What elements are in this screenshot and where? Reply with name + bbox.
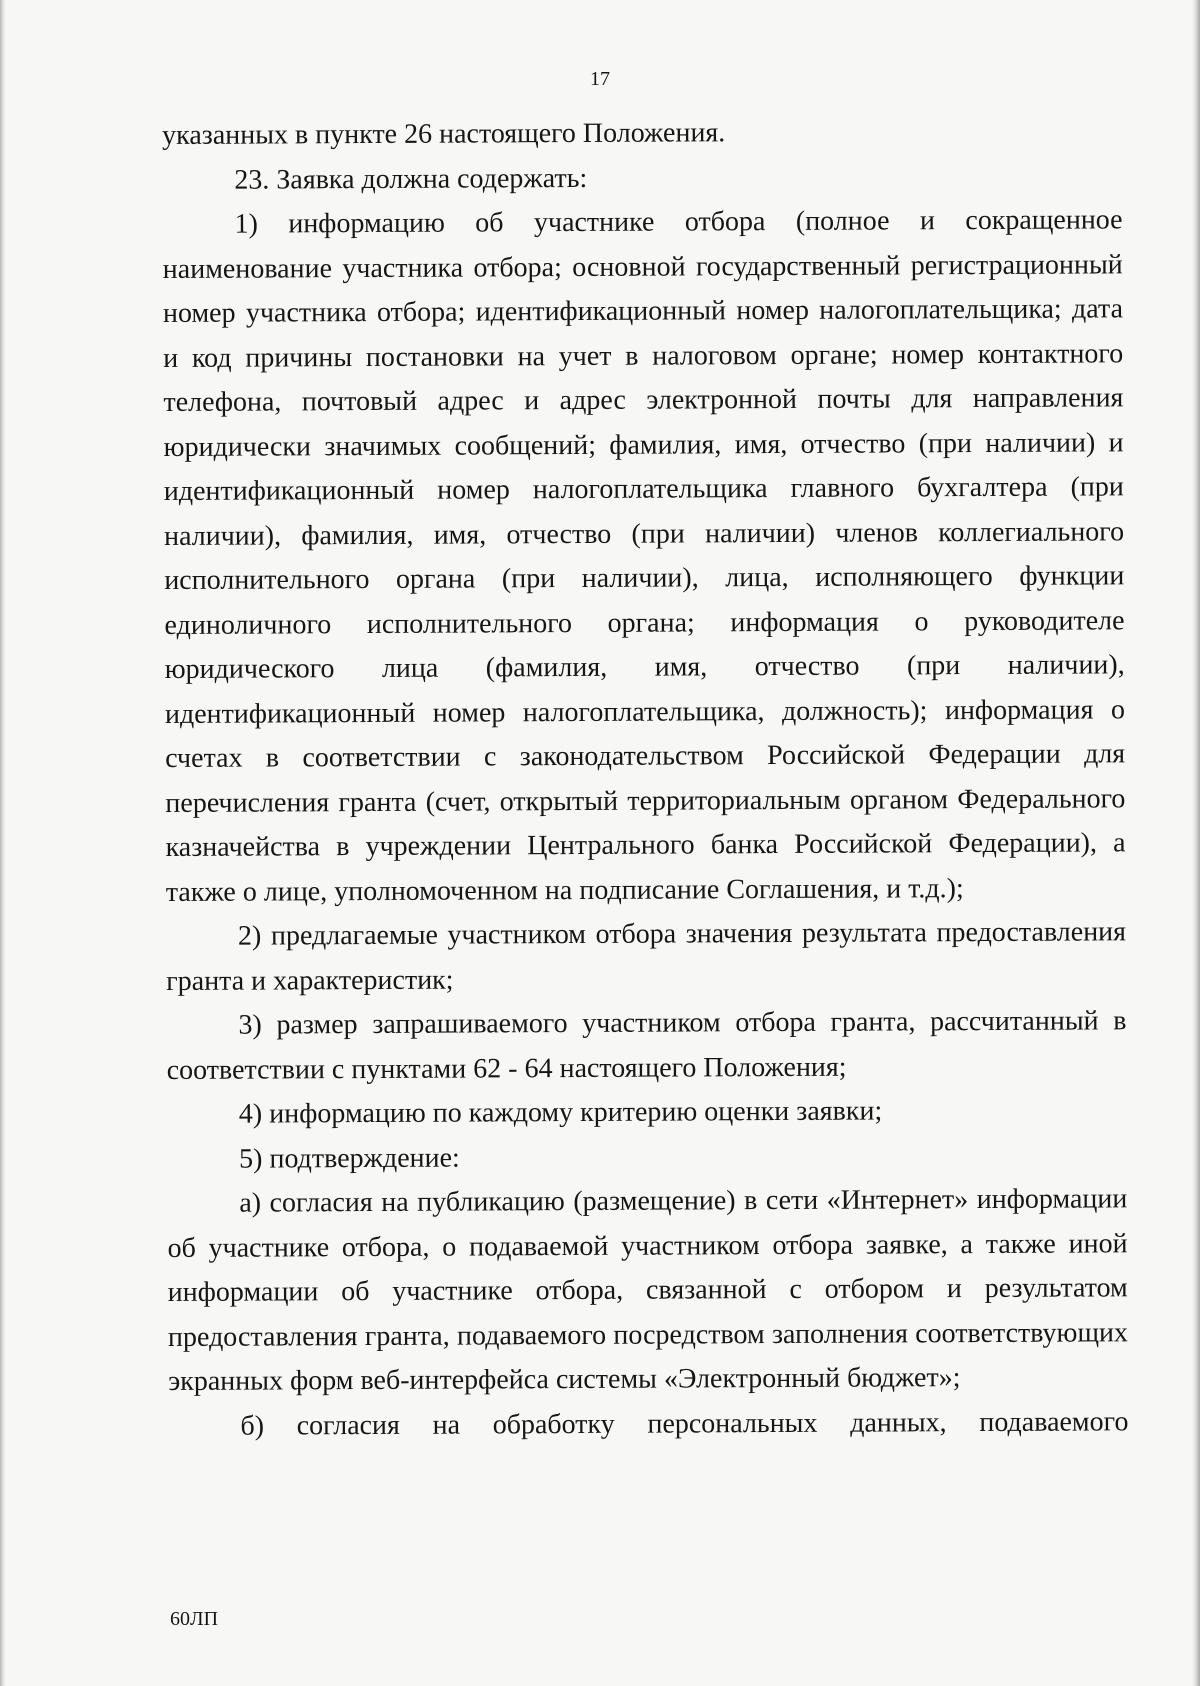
- paragraph-subitem-b: б) согласия на обработку персональных данных, подаваемого: [240, 1405, 1129, 1442]
- paragraph-subitem-5: 5) подтверждение:: [239, 1142, 460, 1175]
- paragraph-subitem-a: а) согласия на публикацию (размещение) в сети «Интернет» информации об участнике отбора, о подаваемой участником отбора заявке, а также иной информации об участнике отбора, связанной с отбором и результатом предоставления гранта, подаваемого посредством заполнения соответствующих экранных форм веб-интерфейса системы «Электронный бюджет»;: [167, 1183, 1129, 1397]
- paragraph-subitem-4: 4) информацию по каждому критерию оценки заявки;: [238, 1095, 883, 1130]
- footer-code: 60ЛП: [170, 1608, 219, 1630]
- paragraph-item-23: 23. Заявка должна содержать:: [234, 162, 588, 196]
- paragraph-subitem-2: 2) предлагаемые участником отбора значения результата предоставления гранта и характеристик;: [166, 916, 1127, 997]
- paragraph-subitem-1: 1) информацию об участнике отбора (полное и сокращенное наименование участника отбора; основной государственный регистрационный номер участника отбора; идентификационный номер налогоплательщика; дата и код причины постановки на учет в налоговом органе; номер контактного телефона, почтовый адрес и адрес электронной почты для направления юридически значимых сообщений; фамилия, имя, отчество (при наличии) и идентификационный номер налогоплательщика главного бухгалтера (при наличии), фамилия, имя, отчество (при наличии) членов коллегиального исполнительного органа (при наличии), лица, исполняющего функции единоличного исполнительного органа; информация о руководителе юридического лица (фамилия, имя, отчество (при наличии), идентификационный номер налогоплательщика, должность); информация о счетах в соответствии с законодательством Российской Федерации для перечисления гранта (счет, открытый территориальным органом Федерального казначейства в учреждении Центрального банка Российской Федерации), а также о лице, уполномоченном на подписание Соглашения, и т.д.);: [162, 204, 1126, 908]
- page-number: 17: [590, 68, 610, 90]
- paragraph-continuation: указанных в пункте 26 настоящего Положения.: [162, 117, 726, 151]
- document-body: [162, 109, 1129, 1449]
- paragraph-subitem-3: 3) размер запрашиваемого участником отбора гранта, рассчитанный в соответствии с пунктами 62 - 64 настоящего Положения;: [166, 1005, 1127, 1086]
- scan-edge-right: [1192, 0, 1200, 1686]
- scan-edge-left: [0, 0, 6, 1686]
